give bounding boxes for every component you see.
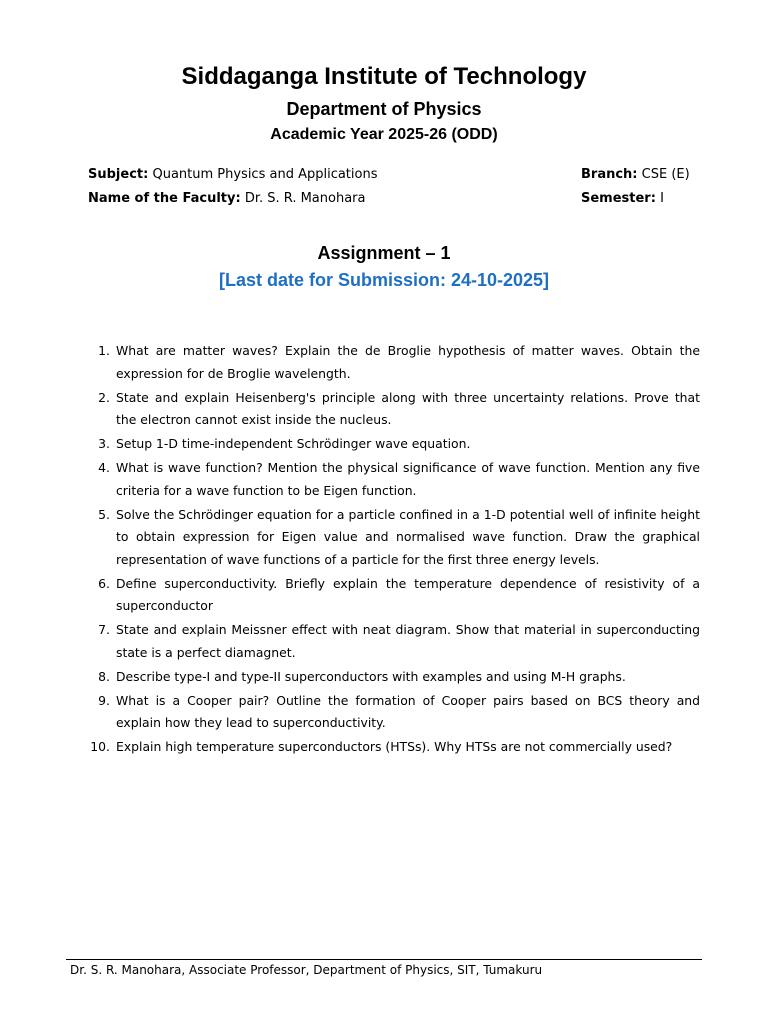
- question-item: [86, 666, 700, 689]
- question-number: 7.: [98, 622, 110, 637]
- question-item: [86, 387, 700, 432]
- question-text: State and explain Meissner effect with neat diagram. Show that material in superconducting state is a perfect diamagnet.: [116, 622, 700, 660]
- footer-text: Dr. S. R. Manohara, Associate Professor, Department of Physics, SIT, Tumakuru: [70, 963, 543, 977]
- question-text: Explain high temperature superconductors (HTSs). Why HTSs are not commercially used?: [116, 739, 673, 754]
- semester-line: [581, 191, 664, 206]
- department-title: Department of Physics: [286, 99, 482, 119]
- question-item: [86, 690, 700, 735]
- question-number: 1.: [98, 343, 110, 358]
- question-number: 8.: [98, 668, 110, 684]
- question-item: [86, 736, 700, 759]
- question-text: Define superconductivity. Briefly explain the temperature dependence of resistivity of a superconductor: [116, 575, 700, 613]
- question-text: What are matter waves? Explain the de Broglie hypothesis of matter waves. Obtain the expression for de Broglie wavelength.: [116, 343, 700, 381]
- semester-label: Semester:: [581, 191, 656, 206]
- footer-divider: [66, 959, 702, 960]
- question-item: [86, 619, 700, 664]
- academic-year: Academic Year 2025-26 (ODD): [270, 126, 498, 143]
- question-text: Solve the Schrödinger equation for a particle confined in a 1-D potential well of infinite height to obtain expression for Eigen value and normalised wave function. Draw the graphical representation of wave functions of a particle for the first three energy levels.: [116, 506, 700, 567]
- subject-line: [88, 167, 378, 182]
- submission-deadline: [Last date for Submission: 24-10-2025]: [218, 270, 550, 290]
- question-number: 6.: [98, 575, 110, 591]
- question-item: [86, 504, 700, 572]
- question-item: [86, 457, 700, 502]
- question-number: 5.: [98, 506, 110, 522]
- question-item: [86, 340, 700, 385]
- subject-label: Subject:: [88, 167, 149, 182]
- question-number: 4.: [98, 460, 110, 475]
- branch-value: CSE (E): [641, 167, 690, 182]
- assignment-title: Assignment – 1: [317, 243, 451, 263]
- semester-value: I: [660, 191, 664, 206]
- question-text: State and explain Heisenberg's principle along with three uncertainty relations. Prove that the electron cannot exist inside the nucleus.: [116, 389, 700, 427]
- question-text: What is wave function? Mention the physical significance of wave function. Mention any five criteria for a wave function to be Eigen function.: [116, 460, 700, 498]
- question-text: What is a Cooper pair? Outline the formation of Cooper pairs based on BCS theory and explain how they lead to superconductivity.: [116, 692, 700, 730]
- subject-value: Quantum Physics and Applications: [152, 167, 378, 182]
- question-item: [86, 573, 700, 618]
- institute-title: Siddaganga Institute of Technology: [181, 63, 587, 90]
- branch-line: [581, 167, 690, 182]
- question-number: 9.: [98, 692, 110, 708]
- question-text: Describe type-I and type-II superconductors with examples and using M-H graphs.: [116, 668, 626, 684]
- question-list: [86, 340, 700, 760]
- faculty-label: Name of the Faculty:: [88, 191, 241, 206]
- question-number: 2.: [98, 389, 110, 405]
- faculty-line: [88, 191, 365, 206]
- question-number: 10.: [90, 739, 110, 754]
- question-item: [86, 433, 700, 456]
- faculty-value: Dr. S. R. Manohara: [244, 191, 366, 206]
- question-number: 3.: [98, 436, 110, 451]
- branch-label: Branch:: [581, 167, 638, 182]
- question-text: Setup 1-D time-independent Schrödinger wave equation.: [116, 436, 471, 451]
